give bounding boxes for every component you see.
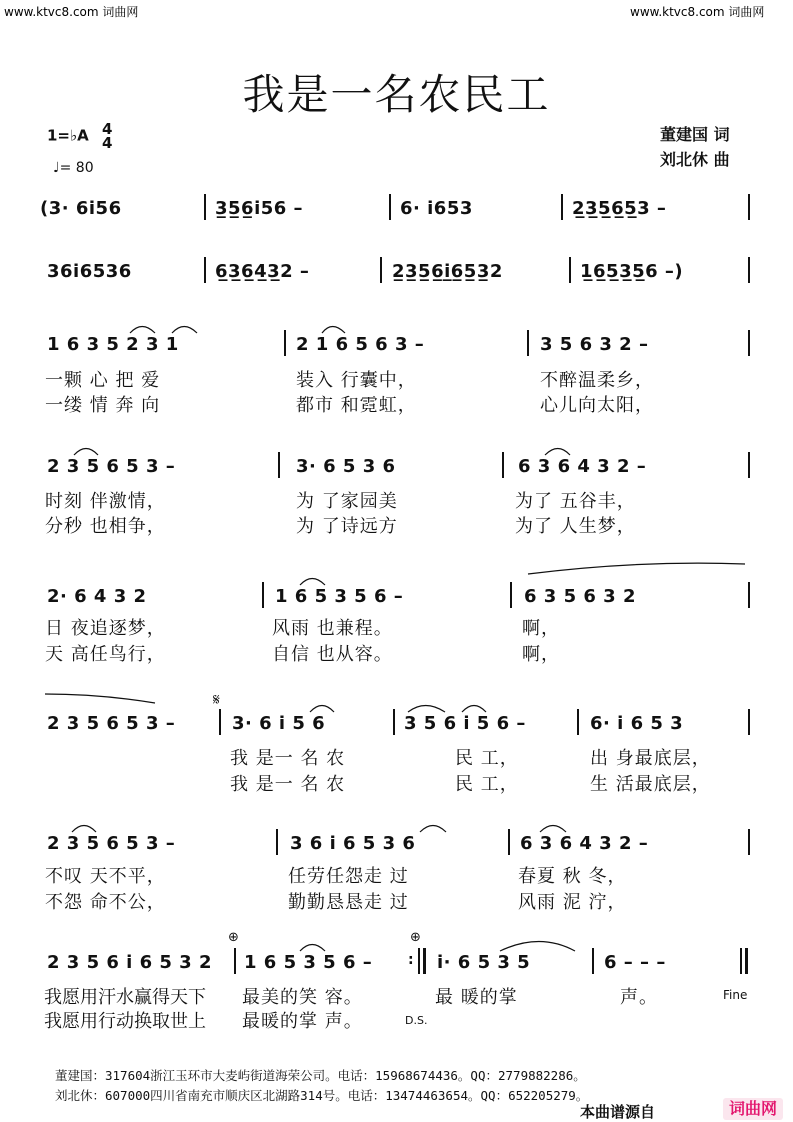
system-7-lyric-1b: 任劳任怨走 过: [288, 866, 409, 887]
system-5-lyric-2a: 天 高任鸟行，: [45, 644, 166, 665]
system-8-measure-1: 2 3 5 6 i 6 5 3 2: [47, 952, 212, 973]
system-6-lyric-2b: 民 工，: [455, 774, 519, 795]
system-6-measure-3: 3 5 6 i 5 6 –: [404, 713, 526, 734]
system-6-lyric-2c: 生 活最底层，: [590, 774, 711, 795]
system-3-lyric-2a: 一缕 情 奔 向: [45, 395, 161, 416]
system-8-measure-3: i· 6 5 3 5: [437, 952, 531, 973]
system-4-lyric-2a: 分秒 也相争，: [45, 516, 166, 537]
system-2-measure-1: 36i6536: [47, 261, 132, 282]
system-8-measure-2: 1 6 5 3 5 6 –: [244, 952, 373, 973]
key-label: 1=♭A: [47, 126, 89, 145]
system-8-lyric-1d: 声。: [620, 987, 658, 1008]
system-8-lyric-2a: 我愿用行动换取世上: [44, 1011, 206, 1032]
system-1-measure-3: 6· i653: [400, 198, 473, 219]
system-2-measure-3: 2̲3̲5̲6̲i̲6̲5̲3̲2: [392, 261, 503, 282]
system-7-lyric-1a: 不叹 天不平，: [45, 866, 166, 887]
repeat-dots: :: [408, 952, 415, 968]
system-1-measure-2: 3̲5̲6̲i56 –: [215, 198, 304, 219]
system-5-lyric-1b: 风雨 也兼程。: [272, 618, 393, 639]
system-7-lyric-2b: 勤勤恳恳走 过: [288, 892, 409, 913]
system-5-measure-3: 6 3 5 6 3 2: [524, 586, 636, 607]
system-8-lyric-1c: 最 暖的掌: [435, 987, 518, 1008]
fine-mark: Fine: [723, 988, 748, 1002]
system-7-measure-1: 2 3 5 6 5 3 –: [47, 833, 176, 854]
ds-mark: D.S.: [405, 1014, 428, 1027]
system-3-lyric-2b: 都市 和霓虹，: [296, 395, 417, 416]
system-4-lyric-1b: 为 了家园美: [296, 491, 398, 512]
watermark-left: www.ktvc8.com 词曲网: [4, 5, 139, 19]
site-logo[interactable]: 词曲网: [723, 1098, 783, 1120]
tempo-mark: ♩= 80: [53, 160, 94, 176]
system-5-measure-1: 2· 6 4 3 2: [47, 586, 147, 607]
system-6-measure-1: 2 3 5 6 5 3 –: [47, 713, 176, 734]
system-8-lyric-1b: 最美的笑 容。: [242, 987, 363, 1008]
system-6-lyric-2a: 我 是一 名 农: [230, 774, 346, 795]
system-6-lyric-1c: 出 身最底层，: [590, 748, 711, 769]
system-2-measure-2: 6̲3̲6̲4̲3̲2 –: [215, 261, 310, 282]
system-7-lyric-2a: 不怨 命不公，: [45, 892, 166, 913]
system-2-measure-4: 1̲6̲5̲3̲5̲6 –): [580, 261, 684, 282]
system-7-measure-3: 6 3 6 4 3 2 –: [520, 833, 649, 854]
system-3-measure-2: 2 1 6 5 6 3 –: [296, 334, 425, 355]
segno-icon: 𝄋: [213, 690, 220, 709]
system-3-lyric-2c: 心儿向太阳，: [540, 395, 654, 416]
system-3-lyric-1c: 不醉温柔乡，: [540, 370, 654, 391]
footer-composer-contact: 刘北休：607000四川省南充市顺庆区北湖路314号。电话：13474463654。QQ：652205279。: [55, 1088, 589, 1103]
system-8-measure-4: 6 – – –: [604, 952, 666, 973]
system-4-lyric-1c: 为了 五谷丰，: [515, 491, 636, 512]
system-5-lyric-1a: 日 夜追逐梦，: [45, 618, 166, 639]
coda-icon: ⊕: [410, 930, 421, 945]
watermark-right: www.ktvc8.com 词曲网: [630, 5, 765, 19]
system-5-lyric-2b: 自信 也从容。: [272, 644, 393, 665]
system-6-measure-2: 3· 6 i 5 6: [232, 713, 326, 734]
system-4-measure-2: 3· 6 5 3 6: [296, 456, 396, 477]
system-3-lyric-1a: 一颗 心 把 爱: [45, 370, 161, 391]
system-5-measure-2: 1 6 5 3 5 6 –: [275, 586, 404, 607]
time-bottom: 4: [101, 134, 113, 152]
system-4-measure-3: 6 3 6 4 3 2 –: [518, 456, 647, 477]
system-4-lyric-2c: 为了 人生梦，: [515, 516, 636, 537]
system-1-measure-4: 2̲3̲5̲6̲5̲3 –: [572, 198, 667, 219]
system-3-measure-1: 1 6 3 5 2 3 1: [47, 334, 179, 355]
page-title: 我是一名农民工: [242, 70, 551, 119]
system-3-measure-3: 3 5 6 3 2 –: [540, 334, 649, 355]
system-7-lyric-1c: 春夏 秋 冬，: [518, 866, 627, 887]
composer-credit: 刘北休 曲: [660, 150, 730, 169]
source-label: 本曲谱源自: [580, 1103, 656, 1121]
system-4-measure-1: 2 3 5 6 5 3 –: [47, 456, 176, 477]
footer-lyricist-contact: 董建国：317604浙江玉环市大麦屿街道海荣公司。电话：15968674436。QQ：2779882286。: [55, 1068, 586, 1083]
system-6-lyric-1b: 民 工，: [455, 748, 519, 769]
system-5-lyric-1c: 啊，: [522, 618, 560, 639]
lyricist-credit: 董建国 词: [660, 125, 730, 144]
system-1-measure-1: (3· 6i56: [40, 198, 122, 219]
system-5-lyric-2c: 啊，: [522, 644, 560, 665]
system-4-lyric-2b: 为 了诗远方: [296, 516, 398, 537]
time-top: 4: [101, 120, 113, 138]
system-6-measure-4: 6· i 6 5 3: [590, 713, 684, 734]
system-3-lyric-1b: 装入 行囊中，: [296, 370, 417, 391]
system-8-lyric-1a: 我愿用汗水赢得天下: [44, 987, 206, 1008]
system-4-lyric-1a: 时刻 伴激情，: [45, 491, 166, 512]
system-6-lyric-1a: 我 是一 名 农: [230, 748, 346, 769]
system-7-lyric-2c: 风雨 泥 泞，: [518, 892, 627, 913]
coda-icon: ⊕: [228, 930, 239, 945]
system-8-lyric-2b: 最暖的掌 声。: [242, 1011, 363, 1032]
system-7-measure-2: 3 6 i 6 5 3 6: [290, 833, 416, 854]
